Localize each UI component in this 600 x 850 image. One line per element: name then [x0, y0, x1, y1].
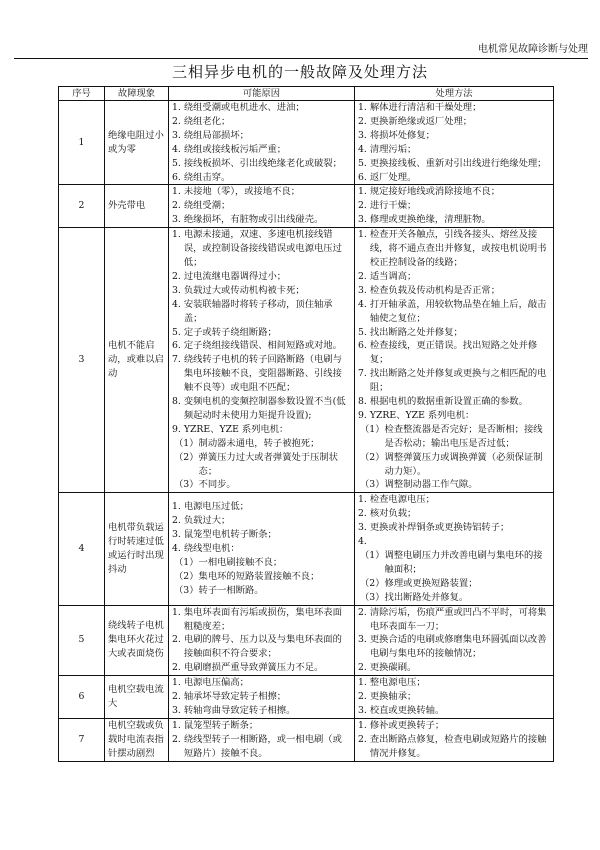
- action-item: [358, 115, 550, 129]
- item-text: 更换轴承；: [369, 691, 417, 703]
- action-item: [358, 101, 550, 115]
- cause-item: [172, 270, 351, 284]
- fault-symptom: 电机空载或负载时电流表指针摆动剧烈: [105, 718, 169, 761]
- fault-symptom: 电机空载电流大: [105, 676, 169, 719]
- item-number: （1）: [360, 550, 385, 561]
- item-number: 7.: [358, 368, 370, 380]
- action-item: [358, 199, 550, 213]
- action-item: [358, 733, 550, 761]
- item-text: 清除污垢，伤痕严重或凹凸不平时，可将集电环表面车一刀；: [369, 606, 547, 632]
- item-text: 适当调高；: [369, 270, 417, 282]
- item-number: （1）: [174, 556, 199, 568]
- item-text: YZRE、YZE 系列电机：: [369, 409, 475, 421]
- action-item: [358, 719, 550, 733]
- cause-item: [172, 171, 351, 185]
- cause-item: [172, 633, 351, 661]
- cause-list: [169, 493, 355, 605]
- row-number: 4: [59, 493, 105, 605]
- item-text: 检查开关各触点，引线各接头、熔丝及接线，将不通点查出并修复，或按电机说明书校正控制设备的线路；: [369, 229, 547, 268]
- item-text: 找出断路之处并修复；: [369, 326, 463, 338]
- cause-item: [172, 451, 351, 479]
- item-text: 检查接线，更正错误。找出短路之处并修复；: [369, 340, 538, 366]
- action-item: [358, 298, 550, 326]
- item-text: 绕组击穿。: [183, 171, 231, 183]
- item-number: 2.: [172, 115, 184, 127]
- item-number: 1.: [172, 229, 184, 241]
- page-title: 三相异步电机的一般故障及处理方法: [171, 63, 428, 81]
- cause-item: [172, 733, 351, 761]
- item-number: 3.: [358, 704, 370, 716]
- item-text: 定子或转子绕组断路；: [183, 326, 277, 338]
- item-text: 检查整流器是否完好；是否断相；接线是否松动；输出电压是否过低；: [384, 423, 543, 449]
- item-number: 3.: [358, 129, 370, 141]
- item-number: 3.: [358, 522, 370, 534]
- cause-item: [172, 326, 351, 340]
- row-number: 7: [59, 718, 105, 761]
- item-number: （2）: [360, 577, 385, 589]
- cause-item: [172, 199, 351, 213]
- row-number: 5: [59, 605, 105, 676]
- item-text: 找出断路处并修复。: [384, 591, 469, 603]
- table-row: [59, 676, 554, 719]
- item-text: 负载过大；: [183, 515, 231, 527]
- item-text: 将损坏处修复；: [369, 129, 435, 141]
- cause-item: [172, 478, 351, 492]
- cause-item: [172, 570, 351, 584]
- action-item: [358, 409, 550, 423]
- item-number: 3.: [358, 214, 370, 226]
- item-number: 1.: [358, 229, 370, 241]
- item-text: 电刷磨损严重导致弹簧压力不足。: [183, 662, 324, 674]
- item-number: （2）: [174, 451, 199, 463]
- item-number: 3.: [172, 529, 184, 541]
- item-number: 5.: [172, 157, 184, 169]
- item-text: 修理或更换短路装置；: [384, 577, 478, 589]
- item-number: 2.: [172, 691, 184, 703]
- cause-item: [172, 185, 351, 199]
- action-item: [358, 395, 550, 409]
- row-number: 2: [59, 185, 105, 228]
- cause-item: [172, 298, 351, 326]
- cause-item: [172, 157, 351, 171]
- item-text: 电源未接通，双速、多速电机接线错误，或控制设备接线错误或电源电压过低；: [183, 229, 342, 268]
- item-number: 1.: [172, 501, 184, 513]
- item-number: 2.: [172, 733, 184, 745]
- cause-item: [172, 213, 351, 227]
- item-number: 4.: [358, 143, 370, 155]
- item-number: 2.: [172, 515, 184, 527]
- item-text: 修补或更换转子；: [369, 720, 445, 732]
- item-number: 2.: [172, 200, 184, 212]
- item-text: 电源电压偏高；: [183, 677, 249, 689]
- action-item: [358, 129, 550, 143]
- action-list: [355, 228, 554, 493]
- action-item: [358, 591, 550, 605]
- item-number: 4.: [172, 143, 184, 155]
- action-item: [358, 535, 550, 549]
- item-text: 电刷的牌号、压力以及与集电环表面的接触面积不符合要求；: [183, 634, 342, 660]
- item-number: 1.: [172, 186, 184, 198]
- item-number: 2.: [172, 270, 184, 282]
- item-text: 调整弹簧压力或调换弹簧（必须保证制动力矩）。: [384, 451, 543, 477]
- item-number: 5.: [358, 326, 370, 338]
- row-number: 6: [59, 676, 105, 719]
- cause-item: [172, 514, 351, 528]
- item-text: 转子一相断路。: [198, 584, 264, 596]
- cause-item: [172, 395, 351, 423]
- item-text: 集电环的短路装置接触不良；: [198, 570, 320, 582]
- item-number: 2.: [358, 662, 370, 674]
- action-list: [355, 185, 554, 228]
- cause-item: [172, 528, 351, 542]
- action-item: [358, 676, 550, 690]
- action-item: [358, 270, 550, 284]
- item-number: 3.: [172, 284, 184, 296]
- item-number: （3）: [174, 479, 199, 491]
- action-item: [358, 143, 550, 157]
- item-number: 1.: [172, 720, 184, 732]
- item-text: 修理或更换绝缘，清理脏物。: [369, 214, 491, 226]
- item-text: 规定接好地线或消除接地不良；: [369, 186, 500, 198]
- item-number: 4.: [172, 298, 184, 310]
- item-text: 绝缘损坏，有脏物或引出线碰壳。: [183, 214, 324, 226]
- item-text: 更换或补焊铜条或更换铸铝转子；: [369, 522, 510, 534]
- item-number: 8.: [172, 396, 184, 408]
- item-text: 检查负载及传动机构是否正常；: [369, 284, 500, 296]
- item-number: 1.: [358, 186, 370, 198]
- col-header-actions: 处理方法: [355, 87, 554, 101]
- action-item: [358, 284, 550, 298]
- cause-item: [172, 339, 351, 353]
- item-number: 3.: [358, 634, 370, 646]
- item-text: 更换接线板、重新对引出线进行绝缘处理；: [369, 157, 547, 169]
- item-text: 鼠笼型转子断条；: [183, 720, 259, 732]
- action-item: [358, 228, 550, 270]
- row-number: 3: [59, 228, 105, 493]
- item-number: 2.: [358, 115, 370, 127]
- item-number: 6.: [172, 340, 184, 352]
- action-item: [358, 213, 550, 227]
- action-item: [358, 507, 550, 521]
- cause-item: [172, 556, 351, 570]
- action-item: [358, 521, 550, 535]
- item-text: 未接地（零），或接地不良；: [183, 186, 301, 198]
- fault-symptom: 电机不能启动，或难以启动: [105, 228, 169, 493]
- table-row: [59, 718, 554, 761]
- item-number: 2.: [358, 733, 370, 745]
- item-text: 绕组受潮或电机进水、进油；: [183, 102, 305, 113]
- cause-list: [169, 718, 355, 761]
- fault-table: [58, 86, 554, 762]
- item-text: 绕线型电机：: [183, 543, 240, 555]
- item-number: 4.: [358, 298, 370, 310]
- fault-symptom: 外壳带电: [105, 185, 169, 228]
- item-number: 3.: [358, 284, 370, 296]
- item-text: 绕组受潮；: [183, 200, 231, 212]
- item-number: 9.: [172, 423, 184, 435]
- item-text: 定子绕组接线错误、相间短路或对地。: [183, 340, 342, 352]
- item-text: 接线板损坏、引出线绝缘老化或破裂；: [183, 157, 342, 169]
- item-number: 2.: [358, 508, 370, 520]
- item-number: 5.: [172, 326, 184, 338]
- table-row: [59, 228, 554, 493]
- action-item: [358, 493, 550, 507]
- action-item: [358, 423, 550, 451]
- cause-item: [172, 437, 351, 451]
- item-number: 3.: [172, 129, 184, 141]
- item-text: 集电环表面有污垢或损伤，集电环表面粗糙度差；: [183, 606, 342, 632]
- item-number: 7.: [172, 354, 184, 366]
- item-text: 查出断路点修复，检查电刷或短路片的接触情况并修复。: [369, 733, 547, 759]
- action-item: [358, 661, 550, 675]
- cause-item: [172, 353, 351, 395]
- action-item: [358, 690, 550, 704]
- action-item: [358, 577, 550, 591]
- item-number: 1.: [172, 102, 184, 113]
- action-item: [358, 633, 550, 661]
- cause-list: [169, 605, 355, 676]
- item-number: 2.: [172, 662, 184, 674]
- item-number: 3.: [172, 704, 184, 716]
- item-text: 清理污垢；: [369, 143, 417, 155]
- cause-list: [169, 101, 355, 185]
- cause-item: [172, 500, 351, 514]
- action-item: [358, 326, 550, 340]
- table-header-row: [59, 87, 554, 101]
- action-item: [358, 367, 550, 395]
- item-text: 返厂处理。: [369, 171, 417, 183]
- item-number: 3.: [172, 214, 184, 226]
- item-text: 解体进行清洁和干燥处理；: [369, 102, 482, 113]
- item-text: 更换合适的电刷或修磨集电环圆弧面以改善电刷与集电环的接触情况；: [369, 634, 547, 660]
- row-number: 1: [59, 101, 105, 185]
- action-item: [358, 549, 550, 577]
- cause-item: [172, 606, 351, 634]
- cause-item: [172, 228, 351, 270]
- fault-symptom: 绝缘电阻过小或为零: [105, 101, 169, 185]
- cause-list: [169, 185, 355, 228]
- item-number: 2.: [358, 270, 370, 282]
- item-text: 变频电机的变频控制器参数设置不当(低频起动时未使用力矩提升设置);: [183, 396, 346, 421]
- cause-item: [172, 129, 351, 143]
- item-text: 制动器未通电，转子被抱死；: [198, 437, 320, 449]
- item-text: 弹簧压力过大或者弹簧处于压制状态；: [198, 451, 338, 477]
- action-item: [358, 339, 550, 367]
- item-number: 2.: [358, 200, 370, 212]
- cause-item: [172, 584, 351, 598]
- item-text: 打开轴承盖，用较软物品垫在轴上后，敲击轴使之复位；: [369, 298, 547, 324]
- header-rule: [14, 58, 588, 59]
- item-text: 调整制动器工作气隙。: [384, 479, 478, 491]
- action-item: [358, 704, 550, 718]
- action-list: [355, 493, 554, 605]
- item-text: 整电源电压；: [369, 677, 426, 689]
- action-item: [358, 606, 550, 634]
- item-text: 不同步。: [198, 479, 236, 491]
- cause-item: [172, 719, 351, 733]
- item-text: 安装联轴器时将转子移动，顶住轴承盖；: [183, 298, 333, 324]
- item-number: 2.: [358, 606, 370, 618]
- cause-item: [172, 101, 351, 115]
- item-number: 8.: [358, 396, 370, 408]
- item-text: 鼠笼型电机转子断条；: [183, 529, 277, 541]
- item-text: 绕组局部损坏；: [183, 129, 249, 141]
- item-text: 绕组老化；: [183, 115, 231, 127]
- cause-list: [169, 228, 355, 493]
- item-text: 电源电压过低；: [183, 501, 249, 513]
- item-number: （1）: [360, 423, 385, 435]
- item-text: 找出断路之处并修复或更换与之相匹配的电阻；: [369, 368, 547, 394]
- item-text: 检查电源电压；: [369, 494, 435, 506]
- item-number: 1.: [358, 720, 370, 732]
- item-text: 绕组或接线板污垢严重；: [183, 143, 287, 155]
- item-text: 更换新绝缘或返厂处理；: [369, 115, 473, 127]
- action-list: [355, 101, 554, 185]
- item-number: （3）: [360, 479, 385, 491]
- fault-symptom: 绕线转子电机集电环火花过大或表面烧伤: [105, 605, 169, 676]
- item-number: 6.: [172, 171, 184, 183]
- item-number: 1.: [358, 677, 370, 689]
- item-number: 1.: [172, 606, 184, 618]
- item-number: （3）: [360, 591, 385, 603]
- cause-item: [172, 676, 351, 690]
- action-item: [358, 171, 550, 185]
- action-list: [355, 676, 554, 719]
- item-number: 2.: [172, 634, 184, 646]
- item-text: 过电流继电器调得过小；: [183, 270, 287, 282]
- action-list: [355, 605, 554, 676]
- item-text: 绕线型转子一相断路，或一相电刷（或短路片）接触不良。: [183, 733, 342, 759]
- cause-item: [172, 423, 351, 437]
- item-text: 一相电刷接触不良；: [198, 556, 283, 568]
- item-text: 根据电机的数据重新设置正确的参数。: [369, 396, 528, 408]
- item-number: （2）: [360, 451, 385, 463]
- action-list: [355, 718, 554, 761]
- item-number: 1.: [172, 677, 184, 689]
- item-number: 4.: [358, 536, 370, 548]
- item-number: （3）: [174, 584, 199, 596]
- item-text: 核对负载；: [369, 508, 417, 520]
- item-number: 9.: [358, 409, 370, 421]
- item-number: 2.: [358, 691, 370, 703]
- action-item: [358, 451, 550, 479]
- cause-item: [172, 115, 351, 129]
- table-row: [59, 493, 554, 605]
- fault-symptom: 电机带负载运行时转速过低或运行时出现抖动: [105, 493, 169, 605]
- item-number: 5.: [358, 157, 370, 169]
- table-row: [59, 605, 554, 676]
- cause-item: [172, 284, 351, 298]
- running-header: 电机常见故障诊断与处理: [478, 44, 588, 55]
- cause-item: [172, 542, 351, 556]
- item-text: 负载过大或传动机构被卡死；: [183, 284, 305, 296]
- item-number: （1）: [174, 437, 199, 449]
- col-header-no: 序号: [59, 87, 105, 101]
- col-header-causes: 可能原因: [169, 87, 355, 101]
- col-header-symptom: 故障现象: [105, 87, 169, 101]
- item-number: 1.: [358, 494, 370, 506]
- table-row: [59, 101, 554, 185]
- cause-item: [172, 704, 351, 718]
- item-number: 4.: [172, 543, 184, 555]
- cause-item: [172, 661, 351, 675]
- table-row: [59, 185, 554, 228]
- cause-item: [172, 143, 351, 157]
- item-number: 1.: [358, 102, 370, 113]
- action-item: [358, 185, 550, 199]
- item-text: 校直或更换转轴。: [369, 704, 445, 716]
- item-text: 绕线转子电机的转子回路断路（电刷与集电环接触不良，变阻器断路、引线接触不良等）或电阻不匹配；: [183, 354, 342, 394]
- cause-item: [172, 690, 351, 704]
- item-text: 调整电刷压力并改善电刷与集电环的接触面积；: [384, 550, 543, 575]
- item-text: 进行干燥；: [369, 200, 417, 212]
- action-item: [358, 157, 550, 171]
- cause-list: [169, 676, 355, 719]
- item-text: 转轴弯曲导致定转子相擦。: [183, 704, 296, 716]
- item-number: 6.: [358, 171, 370, 183]
- item-text: YZRE、YZE 系列电机：: [183, 423, 289, 435]
- item-number: （2）: [174, 570, 199, 582]
- action-item: [358, 478, 550, 492]
- item-number: 6.: [358, 340, 370, 352]
- item-text: 更换碳刷。: [369, 662, 417, 674]
- item-text: 轴承坏导致定转子相擦；: [183, 691, 287, 703]
